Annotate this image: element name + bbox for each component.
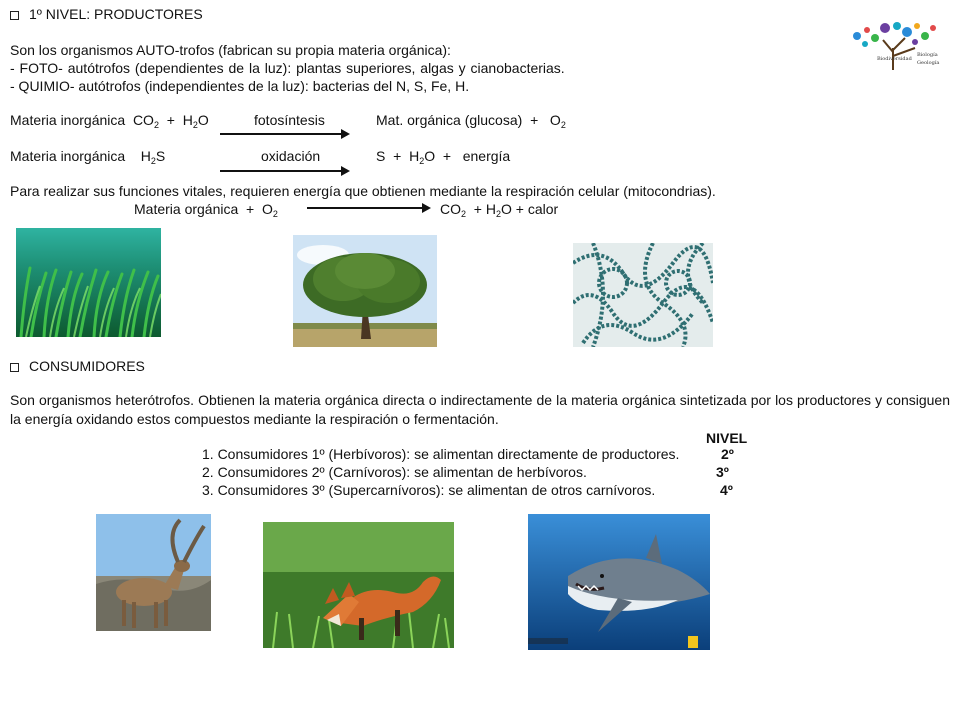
- eq2-process: oxidación: [261, 148, 321, 164]
- foto-autotrofos: - FOTO- autótrofos (dependientes de la luz): plantas superiores, algas y cianobacterias.: [10, 60, 565, 76]
- eq2-arrow-icon: [220, 170, 342, 172]
- productores-heading: 1º NIVEL: PRODUCTORES: [10, 6, 203, 22]
- eq2-right: $S + H_2O$ + energía: [376, 148, 511, 166]
- seagrass-photo: [16, 228, 161, 337]
- logo-text-3: Geología: [917, 60, 940, 66]
- oak-tree-photo: [293, 235, 437, 347]
- consumidor-item-3: 3. Consumidores 3º (Supercarnívoros): se alimentan de otros carnívoros.: [202, 482, 656, 498]
- checkbox-bullet-icon: [10, 11, 19, 20]
- biologia-logo: [845, 18, 940, 73]
- consumidor-item-2: 2. Consumidores 2º (Carnívoros): se alimentan de herbívoros.: [202, 464, 587, 480]
- consumidores-heading: CONSUMIDORES: [10, 358, 145, 374]
- eq1-left: Materia inorgánica $CO_2 + H_2O$: [10, 112, 209, 130]
- consumidor-level-2: 3º: [716, 464, 729, 480]
- respiracion-text: Para realizar sus funciones vitales, requieren energía que obtienen mediante la respiración celular (mitocondrias).: [10, 183, 716, 199]
- eq3-right: $CO_2 + H_2O$ + calor: [440, 201, 559, 219]
- productores-intro: Son los organismos AUTO-trofos (fabrican su propia materia orgánica):: [10, 42, 451, 58]
- consumidor-level-3: 4º: [720, 482, 733, 498]
- eq1-arrow-icon: [220, 133, 342, 135]
- eq1-right: Mat. orgánica $(glucosa) + O_2$: [376, 112, 566, 130]
- eq2-left: Materia inorgánica $H_2S$: [10, 148, 166, 166]
- consumidor-level-1: 2º: [721, 446, 734, 462]
- consumidor-item-1: 1. Consumidores 1º (Herbívoros): se alimentan directamente de productores.: [202, 446, 680, 462]
- fox-photo: [263, 522, 454, 648]
- logo-text-1: Biodiversidad: [877, 56, 912, 62]
- eq3-arrow-icon: [307, 207, 423, 209]
- consumidores-paragraph: Son organismos heterótrofos. Obtienen la materia orgánica directa o indirectamente de la materia orgánica sintetizada por los productores y consiguen la energía oxidando estos compuestos mediante la respiración o fermentación.: [10, 392, 950, 427]
- shark-photo: [528, 514, 710, 650]
- eq3-left: Materia orgánica + $O_2$: [134, 201, 278, 219]
- logo-text-2: Biología: [917, 52, 938, 58]
- checkbox-bullet-icon: [10, 363, 19, 372]
- cyanobacteria-photo: [573, 243, 713, 347]
- nivel-header: NIVEL: [706, 430, 748, 446]
- quimio-autotrofos: - QUIMIO- autótrofos (independientes de la luz): bacterias del N, S, Fe, H.: [10, 78, 470, 94]
- eq1-process: fotosíntesis: [254, 112, 325, 128]
- ibex-photo: [96, 514, 211, 631]
